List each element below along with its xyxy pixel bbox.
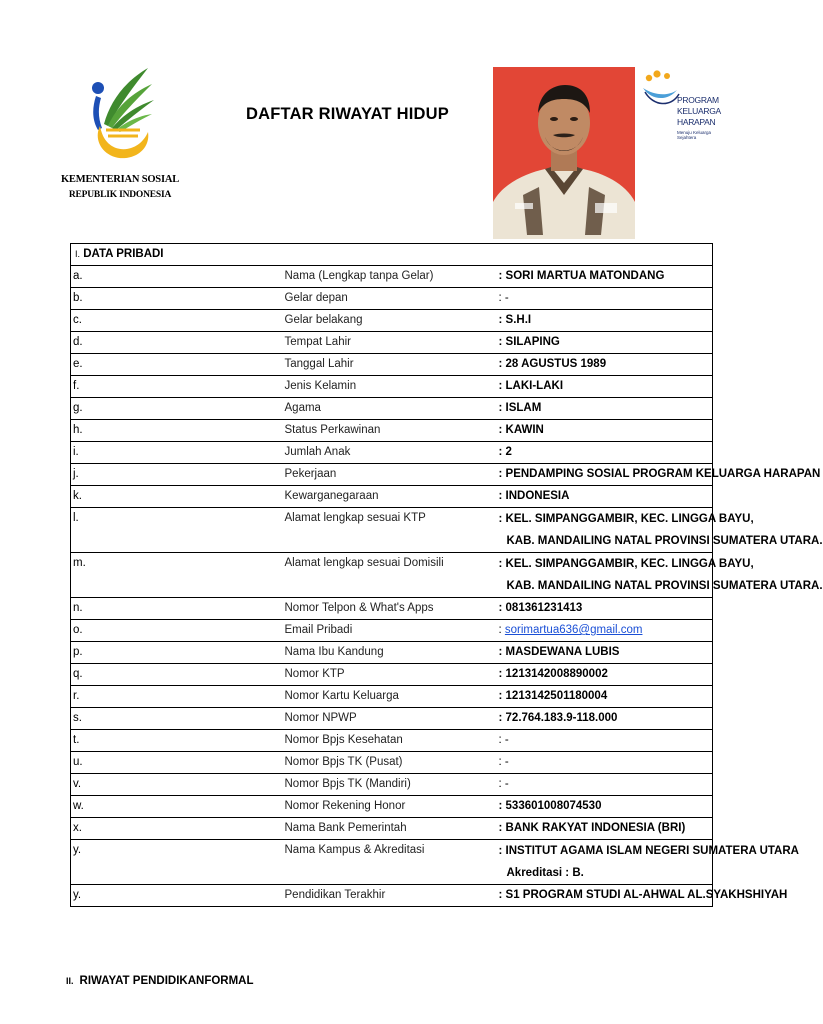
pkh-logo xyxy=(641,66,721,142)
section-number: I. xyxy=(75,249,81,259)
row-value: : SORI MARTUA MATONDANG xyxy=(498,270,665,282)
row-value: : LAKI-LAKI xyxy=(498,380,564,392)
section-two-title: RIWAYAT PENDIDIKANFORMAL xyxy=(79,975,254,987)
row-value-cell xyxy=(498,464,821,486)
row-label: Agama xyxy=(285,398,499,420)
table-row xyxy=(71,266,713,288)
section-two-number: II. xyxy=(66,976,74,986)
table-row xyxy=(71,620,713,642)
table-row xyxy=(71,288,713,310)
table-row xyxy=(71,464,713,486)
table-row xyxy=(71,420,713,442)
row-value: : KEL. SIMPANGGAMBIR, KEC. LINGGA BAYU, xyxy=(498,558,754,570)
row-value-cell xyxy=(499,752,713,774)
kemensos-logo xyxy=(60,64,180,204)
pkh-tagline: Menuju Keluarga Sejahtera xyxy=(677,130,712,140)
row-value-cell xyxy=(499,598,713,620)
row-letter: i. xyxy=(71,442,285,464)
row-value: : INSTITUT AGAMA ISLAM NEGERI SUMATERA UTARA xyxy=(498,845,799,857)
row-value: : 1213142501180004 xyxy=(498,690,608,702)
row-value: : S.H.I xyxy=(498,314,532,326)
table-row xyxy=(71,553,713,598)
table-row xyxy=(71,508,713,553)
row-label: Nama (Lengkap tanpa Gelar) xyxy=(285,266,499,288)
row-value-cell xyxy=(498,840,799,885)
section-header-row xyxy=(71,244,713,266)
row-label: Jenis Kelamin xyxy=(285,376,499,398)
row-value-cell xyxy=(499,774,713,796)
row-label: Nomor Rekening Honor xyxy=(285,796,499,818)
section-title: DATA PRIBADI xyxy=(83,248,164,260)
row-value: : 72.764.183.9-118.000 xyxy=(498,712,618,724)
row-letter: p. xyxy=(71,642,285,664)
row-letter: u. xyxy=(71,752,285,774)
pkh-line3: HARAPAN xyxy=(677,117,716,127)
row-letter: q. xyxy=(71,664,285,686)
row-value-cell xyxy=(499,708,713,730)
row-value-cell xyxy=(499,442,713,464)
row-value-cell xyxy=(499,642,713,664)
table-row xyxy=(71,885,713,907)
row-letter: a. xyxy=(71,266,285,288)
row-letter: d. xyxy=(71,332,285,354)
row-value: : 28 AGUSTUS 1989 xyxy=(498,358,607,370)
row-letter: s. xyxy=(71,708,285,730)
row-label: Nomor NPWP xyxy=(285,708,499,730)
row-letter: x. xyxy=(71,818,285,840)
row-label: Nomor Bpjs TK (Mandiri) xyxy=(285,774,499,796)
table-row xyxy=(71,730,713,752)
row-value-cell xyxy=(499,818,713,840)
row-value: : KAWIN xyxy=(498,424,544,436)
table-row xyxy=(71,686,713,708)
table-row xyxy=(71,642,713,664)
row-label: Kewarganegaraan xyxy=(285,486,499,508)
profile-photo xyxy=(493,67,635,239)
row-label: Nomor Bpjs Kesehatan xyxy=(285,730,499,752)
row-value-cell xyxy=(499,310,713,332)
row-letter: y. xyxy=(71,840,285,885)
row-letter: w. xyxy=(71,796,285,818)
row-letter: r. xyxy=(71,686,285,708)
row-value: : BANK RAKYAT INDONESIA (BRI) xyxy=(498,822,686,834)
row-label: Nama Ibu Kandung xyxy=(285,642,499,664)
row-value: : 533601008074530 xyxy=(498,800,602,812)
row-value: : PENDAMPING SOSIAL PROGRAM KELUARGA HARAPAN xyxy=(498,468,821,480)
row-label: Nama Bank Pemerintah xyxy=(285,818,499,840)
row-label: Alamat lengkap sesuai KTP xyxy=(285,508,499,553)
section-header-cell xyxy=(71,244,713,266)
row-letter: g. xyxy=(71,398,285,420)
row-value: : 1213142008890002 xyxy=(498,668,608,680)
row-value-continuation: KAB. MANDAILING NATAL PROVINSI SUMATERA UTARA. xyxy=(506,535,823,547)
ministry-country: REPUBLIK INDONESIA xyxy=(68,190,172,200)
row-value-continuation: KAB. MANDAILING NATAL PROVINSI SUMATERA UTARA. xyxy=(506,580,823,592)
row-value: : ISLAM xyxy=(498,402,542,414)
row-label: Alamat lengkap sesuai Domisili xyxy=(285,553,499,598)
row-label: Nomor Telpon & What's Apps xyxy=(285,598,499,620)
row-value: : 2 xyxy=(498,446,512,458)
ministry-name: KEMENTERIAN SOSIAL xyxy=(60,174,180,185)
row-label: Nomor Bpjs TK (Pusat) xyxy=(285,752,499,774)
row-value-cell xyxy=(499,796,713,818)
table-row xyxy=(71,752,713,774)
row-value-cell xyxy=(499,266,713,288)
row-letter: k. xyxy=(71,486,285,508)
row-value: : S1 PROGRAM STUDI AL-AHWAL AL.SYAKHSHIYAH xyxy=(498,889,788,901)
row-letter: j. xyxy=(71,464,285,486)
table-row xyxy=(71,818,713,840)
row-label: Jumlah Anak xyxy=(285,442,499,464)
row-letter: v. xyxy=(71,774,285,796)
row-letter: y. xyxy=(71,885,285,907)
row-letter: o. xyxy=(71,620,285,642)
row-value: : 081361231413 xyxy=(498,602,583,614)
row-letter: f. xyxy=(71,376,285,398)
row-letter: l. xyxy=(71,508,285,553)
table-row xyxy=(71,840,713,885)
row-label: Pendidikan Terakhir xyxy=(285,885,499,907)
page-title: DAFTAR RIWAYAT HIDUP xyxy=(246,105,449,123)
kemensos-emblem-icon xyxy=(80,64,160,164)
row-value-cell xyxy=(499,354,713,376)
row-letter: h. xyxy=(71,420,285,442)
portrait-image-icon xyxy=(493,67,635,239)
row-label: Nama Kampus & Akreditasi xyxy=(285,840,499,885)
pkh-line1: PROGRAM xyxy=(677,95,719,105)
table-row xyxy=(71,398,713,420)
email-link[interactable]: sorimartua636@gmail.com xyxy=(504,624,643,636)
table-row xyxy=(71,598,713,620)
row-label: Tanggal Lahir xyxy=(285,354,499,376)
row-label: Nomor Kartu Keluarga xyxy=(285,686,499,708)
row-letter: b. xyxy=(71,288,285,310)
row-value: : - xyxy=(498,292,509,304)
row-letter: m. xyxy=(71,553,285,598)
table-row xyxy=(71,796,713,818)
row-value: : - xyxy=(498,734,509,746)
row-value-cell xyxy=(499,332,713,354)
row-letter: e. xyxy=(71,354,285,376)
table-row xyxy=(71,442,713,464)
row-value: : KEL. SIMPANGGAMBIR, KEC. LINGGA BAYU, xyxy=(498,513,754,525)
table-row xyxy=(71,332,713,354)
personal-data-table xyxy=(70,243,823,907)
row-label: Email Pribadi xyxy=(285,620,499,642)
row-label: Nomor KTP xyxy=(285,664,499,686)
row-letter: n. xyxy=(71,598,285,620)
row-label: Gelar belakang xyxy=(285,310,499,332)
row-value: : SILAPING xyxy=(498,336,560,348)
row-value-cell xyxy=(498,508,823,553)
row-value-continuation: Akreditasi : B. xyxy=(506,867,584,879)
row-value: : - xyxy=(498,778,509,790)
section-two-heading xyxy=(66,975,254,987)
row-value-cell xyxy=(499,420,713,442)
row-value-cell xyxy=(499,686,713,708)
pkh-line2: KELUARGA xyxy=(677,106,721,116)
table-row xyxy=(71,664,713,686)
row-value-prefix: : xyxy=(498,624,505,636)
table-row xyxy=(71,376,713,398)
row-value-cell xyxy=(499,664,713,686)
row-value: : INDONESIA xyxy=(498,490,570,502)
row-value-cell xyxy=(499,620,713,642)
row-value-cell xyxy=(498,885,788,907)
row-value-cell xyxy=(499,730,713,752)
table-row xyxy=(71,354,713,376)
table-row xyxy=(71,310,713,332)
row-value-cell xyxy=(499,376,713,398)
row-value-cell xyxy=(499,486,713,508)
row-label: Tempat Lahir xyxy=(285,332,499,354)
row-label: Gelar depan xyxy=(285,288,499,310)
row-value: : MASDEWANA LUBIS xyxy=(498,646,620,658)
table-row xyxy=(71,486,713,508)
row-value: : - xyxy=(498,756,509,768)
row-value-cell xyxy=(498,553,823,598)
row-letter: t. xyxy=(71,730,285,752)
table-row xyxy=(71,774,713,796)
row-label: Pekerjaan xyxy=(285,464,499,486)
row-label: Status Perkawinan xyxy=(285,420,499,442)
table-row xyxy=(71,708,713,730)
row-value-cell xyxy=(499,398,713,420)
row-letter: c. xyxy=(71,310,285,332)
row-value-cell xyxy=(499,288,713,310)
